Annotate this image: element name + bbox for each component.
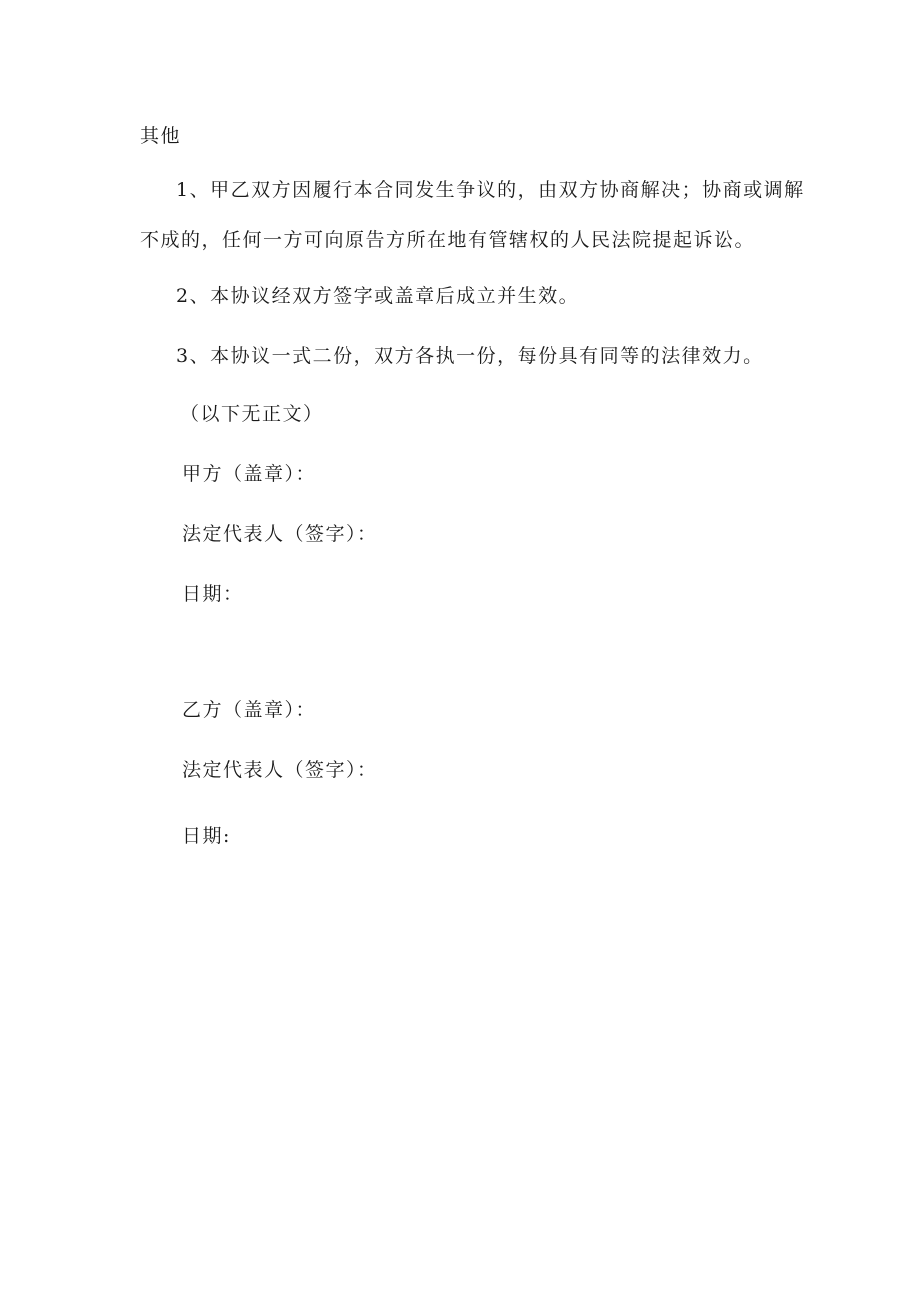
- clause-1-line-2: 不成的，任何一方可向原告方所在地有管辖权的人民法院提起诉讼。: [140, 229, 756, 251]
- party-b-seal-label: 乙方（盖章）：: [182, 699, 317, 721]
- end-of-text-note: （以下无正文）: [180, 403, 324, 425]
- party-b-representative-label: 法定代表人（签字）：: [182, 759, 378, 781]
- clause-3: 3、本协议一式二份，双方各执一份，每份具有同等的法律效力。: [176, 345, 764, 367]
- section-heading: 其他: [140, 125, 182, 147]
- clause-2: 2、本协议经双方签字或盖章后成立并生效。: [176, 285, 580, 307]
- party-a-seal-label: 甲方（盖章）：: [182, 463, 317, 485]
- clause-1-line-1: 1、甲乙双方因履行本合同发生争议的，由双方协商解决；协商或调解: [176, 179, 805, 201]
- party-a-date-label: 日期：: [182, 583, 244, 605]
- party-a-representative-label: 法定代表人（签字）：: [182, 523, 378, 545]
- party-b-date-label: 日期:: [182, 825, 231, 847]
